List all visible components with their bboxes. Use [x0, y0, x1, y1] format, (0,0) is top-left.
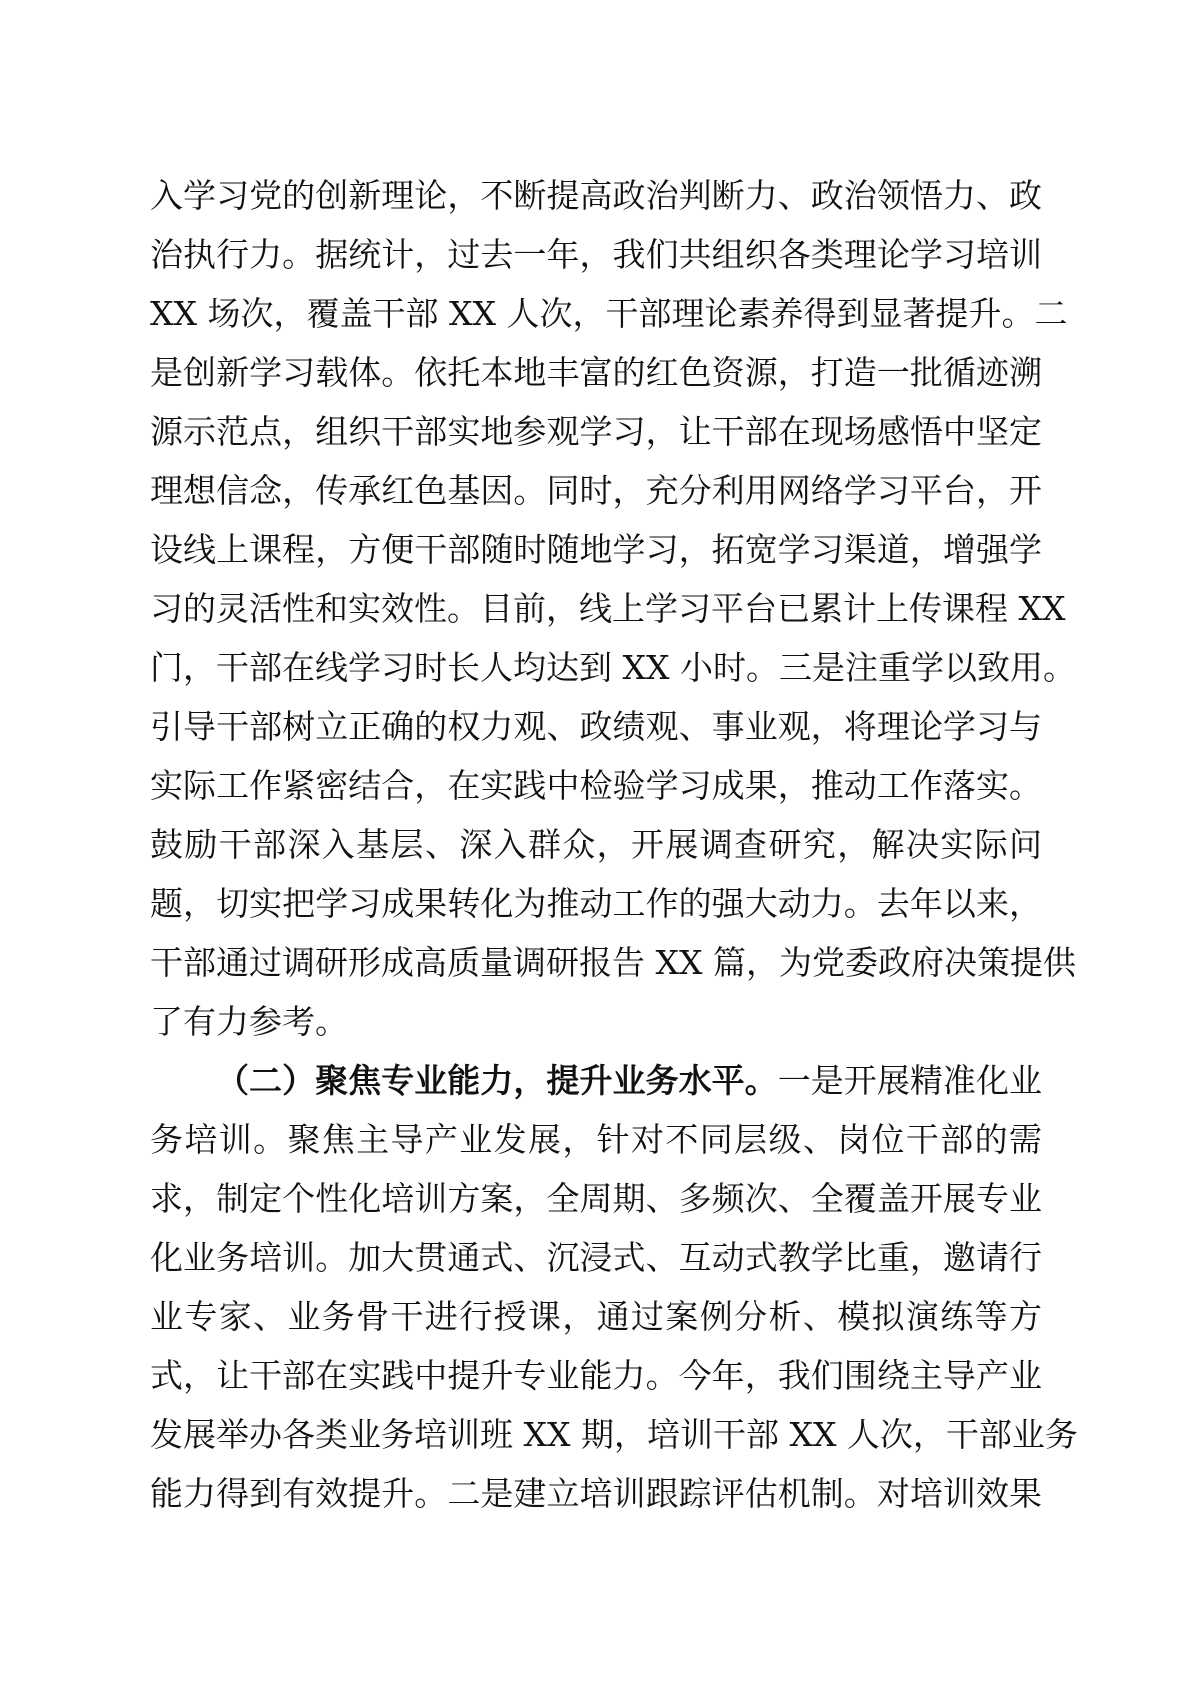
body-text-line: 实际工作紧密结合，在实践中检验学习成果，推动工作落实。: [150, 766, 1042, 805]
body-text-line: 化业务培训。加大贯通式、沉浸式、互动式教学比重，邀请行: [150, 1238, 1042, 1277]
section-heading-line: [216, 1055, 1042, 1107]
body-text-line: 引导干部树立正确的权力观、政绩观、事业观，将理论学习与: [150, 707, 1042, 746]
body-text-line: 门，干部在线学习时长人均达到 XX 小时。三是注重学以致用。: [150, 648, 1076, 687]
body-text-line: XX 场次，覆盖干部 XX 人次，干部理论素养得到显著提升。二: [150, 294, 1068, 333]
body-text-line: 入学习党的创新理论，不断提高政治判断力、政治领悟力、政: [150, 176, 1042, 215]
body-text-line: 鼓励干部深入基层、深入群众，开展调查研究，解决实际问: [150, 825, 1042, 864]
body-text-line: 源示范点，组织干部实地参观学习，让干部在现场感悟中坚定: [150, 412, 1042, 451]
body-text-line: 能力得到有效提升。二是建立培训跟踪评估机制。对培训效果: [150, 1474, 1042, 1513]
body-text-line: 求，制定个性化培训方案，全周期、多频次、全覆盖开展专业: [150, 1179, 1042, 1218]
body-text-line: 干部通过调研形成高质量调研报告 XX 篇，为党委政府决策提供: [150, 943, 1076, 982]
section-two-heading: （二）聚焦专业能力，提升业务水平。: [216, 1061, 778, 1100]
body-text-line: 治执行力。据统计，过去一年，我们共组织各类理论学习培训: [150, 235, 1042, 274]
body-text-line: 发展举办各类业务培训班 XX 期，培训干部 XX 人次，干部业务: [150, 1415, 1078, 1454]
body-text-line: 设线上课程，方便干部随时随地学习，拓宽学习渠道，增强学: [150, 530, 1042, 569]
body-text-line: 习的灵活性和实效性。目前，线上学习平台已累计上传课程 XX: [150, 589, 1066, 628]
body-text-line: 务培训。聚焦主导产业发展，针对不同层级、岗位干部的需: [150, 1120, 1042, 1159]
body-text-line: 了有力参考。: [150, 1002, 348, 1041]
section-two-first-line-text: 一是开展精准化业: [777, 1061, 1043, 1100]
body-text-line: 题，切实把学习成果转化为推动工作的强大动力。去年以来，: [150, 884, 1042, 923]
body-text-line: 业专家、业务骨干进行授课，通过案例分析、模拟演练等方: [150, 1297, 1042, 1336]
body-text-line: 式，让干部在实践中提升专业能力。今年，我们围绕主导产业: [150, 1356, 1042, 1395]
body-text-line: 是创新学习载体。依托本地丰富的红色资源，打造一批循迹溯: [150, 353, 1042, 392]
body-text-line: 理想信念，传承红色基因。同时，充分利用网络学习平台，开: [150, 471, 1042, 510]
